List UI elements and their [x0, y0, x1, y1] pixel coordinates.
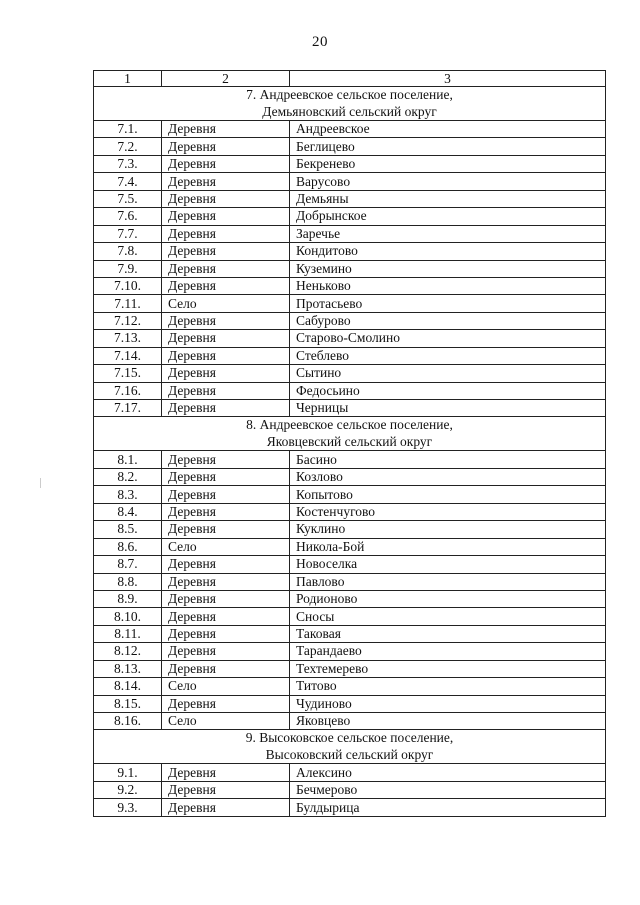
settlement-name: Старово-Смолино [290, 330, 606, 347]
settlement-type: Деревня [162, 660, 290, 677]
row-number: 7.5. [94, 190, 162, 207]
table-row [94, 556, 606, 573]
settlement-name: Варусово [290, 173, 606, 190]
table-row [94, 277, 606, 294]
settlement-type: Село [162, 678, 290, 695]
table-row [94, 208, 606, 225]
settlement-name: Новоселка [290, 556, 606, 573]
header-cell-3: 3 [290, 71, 606, 87]
settlement-name: Сытино [290, 365, 606, 382]
settlement-name: Протасьево [290, 295, 606, 312]
row-number: 9.3. [94, 799, 162, 816]
table-row [94, 625, 606, 642]
settlement-type: Деревня [162, 608, 290, 625]
row-number: 8.10. [94, 608, 162, 625]
settlement-type: Деревня [162, 556, 290, 573]
settlement-type: Деревня [162, 330, 290, 347]
table-row [94, 573, 606, 590]
table-row [94, 799, 606, 816]
row-number: 7.11. [94, 295, 162, 312]
table-row [94, 155, 606, 172]
settlement-type: Деревня [162, 243, 290, 260]
section-header-row [94, 417, 606, 451]
settlement-name: Андреевское [290, 121, 606, 138]
settlement-name: Никола-Бой [290, 538, 606, 555]
header-cell-1: 1 [94, 71, 162, 87]
table-row [94, 451, 606, 468]
row-number: 8.5. [94, 521, 162, 538]
settlement-type: Деревня [162, 573, 290, 590]
row-number: 8.14. [94, 678, 162, 695]
settlement-type: Деревня [162, 382, 290, 399]
table-row [94, 503, 606, 520]
settlement-type: Деревня [162, 625, 290, 642]
section-title [94, 87, 606, 121]
settlement-name: Сносы [290, 608, 606, 625]
table-row [94, 330, 606, 347]
settlement-type: Деревня [162, 190, 290, 207]
section-title-line1: 9. Высоковское сельское поселение, [245, 730, 454, 746]
row-number: 7.10. [94, 277, 162, 294]
row-number: 8.2. [94, 468, 162, 485]
settlement-type: Деревня [162, 695, 290, 712]
table-header-row [94, 71, 606, 87]
table-row [94, 521, 606, 538]
table-row [94, 643, 606, 660]
table-row [94, 190, 606, 207]
settlement-type: Деревня [162, 468, 290, 485]
settlement-name: Павлово [290, 573, 606, 590]
table-row [94, 225, 606, 242]
table-row [94, 382, 606, 399]
page-number: 20 [312, 34, 328, 50]
row-number: 8.7. [94, 556, 162, 573]
section-title-line1: 7. Андреевское сельское поселение, [246, 87, 453, 102]
scan-edge-mark [40, 478, 41, 488]
row-number: 7.16. [94, 382, 162, 399]
section-title-line2: Демьяновский сельский округ [262, 103, 437, 119]
settlement-type: Деревня [162, 451, 290, 468]
table-row [94, 121, 606, 138]
table-row [94, 312, 606, 329]
settlement-name: Черницы [290, 400, 606, 417]
settlement-name: Федосьино [290, 382, 606, 399]
settlement-name: Козлово [290, 468, 606, 485]
settlement-type: Деревня [162, 173, 290, 190]
settlement-name: Бечмерово [290, 781, 606, 798]
row-number: 8.13. [94, 660, 162, 677]
settlement-name: Заречье [290, 225, 606, 242]
row-number: 8.8. [94, 573, 162, 590]
settlement-type: Деревня [162, 225, 290, 242]
table-row [94, 295, 606, 312]
row-number: 7.14. [94, 347, 162, 364]
table-body [94, 71, 606, 817]
settlement-type: Деревня [162, 121, 290, 138]
settlement-name: Неньково [290, 277, 606, 294]
settlement-name: Добрынское [290, 208, 606, 225]
settlement-type: Село [162, 538, 290, 555]
settlement-name: Куземино [290, 260, 606, 277]
table-row [94, 538, 606, 555]
table-row [94, 468, 606, 485]
settlement-name: Булдырица [290, 799, 606, 816]
settlement-name: Стеблево [290, 347, 606, 364]
settlement-name: Бекренево [290, 155, 606, 172]
settlement-name: Яковцево [290, 713, 606, 730]
row-number: 7.9. [94, 260, 162, 277]
settlement-name: Титово [290, 678, 606, 695]
settlement-name: Родионово [290, 590, 606, 607]
table-row [94, 764, 606, 781]
settlement-name: Кондитово [290, 243, 606, 260]
settlement-type: Деревня [162, 400, 290, 417]
settlement-type: Деревня [162, 521, 290, 538]
table-row [94, 713, 606, 730]
row-number: 7.17. [94, 400, 162, 417]
settlement-type: Деревня [162, 208, 290, 225]
row-number: 9.1. [94, 764, 162, 781]
header-cell-2: 2 [162, 71, 290, 87]
table-row [94, 365, 606, 382]
table-row [94, 695, 606, 712]
table-row [94, 781, 606, 798]
table-row [94, 173, 606, 190]
table-row [94, 400, 606, 417]
row-number: 8.1. [94, 451, 162, 468]
settlement-name: Костенчугово [290, 503, 606, 520]
row-number: 7.8. [94, 243, 162, 260]
settlement-name: Техтемерево [290, 660, 606, 677]
settlement-type: Деревня [162, 764, 290, 781]
row-number: 8.3. [94, 486, 162, 503]
settlement-type: Деревня [162, 312, 290, 329]
table-row [94, 486, 606, 503]
row-number: 7.12. [94, 312, 162, 329]
settlement-type: Деревня [162, 781, 290, 798]
row-number: 8.15. [94, 695, 162, 712]
section-header-row [94, 730, 606, 764]
row-number: 8.6. [94, 538, 162, 555]
table-row [94, 260, 606, 277]
section-title-line2: Яковцевский сельский округ [266, 433, 433, 449]
row-number: 7.1. [94, 121, 162, 138]
settlement-name: Чудиново [290, 695, 606, 712]
settlement-type: Деревня [162, 347, 290, 364]
row-number: 7.13. [94, 330, 162, 347]
table-row [94, 590, 606, 607]
settlement-type: Деревня [162, 643, 290, 660]
settlement-name: Сабурово [290, 312, 606, 329]
settlement-type: Село [162, 713, 290, 730]
row-number: 7.7. [94, 225, 162, 242]
section-title-line2: Высоковский сельский округ [265, 746, 434, 762]
settlement-name: Алексино [290, 764, 606, 781]
row-number: 7.2. [94, 138, 162, 155]
table-row [94, 608, 606, 625]
settlement-type: Деревня [162, 590, 290, 607]
table-row [94, 138, 606, 155]
row-number: 7.4. [94, 173, 162, 190]
row-number: 9.2. [94, 781, 162, 798]
row-number: 8.12. [94, 643, 162, 660]
table-row [94, 660, 606, 677]
table-row [94, 243, 606, 260]
settlement-name: Демьяны [290, 190, 606, 207]
settlement-type: Деревня [162, 277, 290, 294]
table-row [94, 678, 606, 695]
section-title [94, 417, 606, 451]
settlement-name: Тарандаево [290, 643, 606, 660]
settlement-name: Басино [290, 451, 606, 468]
settlement-type: Деревня [162, 503, 290, 520]
settlement-type: Деревня [162, 138, 290, 155]
row-number: 7.15. [94, 365, 162, 382]
section-title [94, 730, 606, 764]
settlement-type: Деревня [162, 260, 290, 277]
section-header-row [94, 87, 606, 121]
settlements-table [93, 70, 606, 817]
table-row [94, 347, 606, 364]
settlement-name: Копытово [290, 486, 606, 503]
row-number: 7.6. [94, 208, 162, 225]
row-number: 8.9. [94, 590, 162, 607]
settlement-name: Куклино [290, 521, 606, 538]
row-number: 7.3. [94, 155, 162, 172]
settlement-name: Таковая [290, 625, 606, 642]
settlement-type: Деревня [162, 365, 290, 382]
settlement-type: Село [162, 295, 290, 312]
settlement-name: Беглицево [290, 138, 606, 155]
section-title-line1: 8. Андреевское сельское поселение, [246, 417, 453, 433]
row-number: 8.11. [94, 625, 162, 642]
row-number: 8.16. [94, 713, 162, 730]
settlement-type: Деревня [162, 155, 290, 172]
row-number: 8.4. [94, 503, 162, 520]
settlement-type: Деревня [162, 799, 290, 816]
settlement-type: Деревня [162, 486, 290, 503]
